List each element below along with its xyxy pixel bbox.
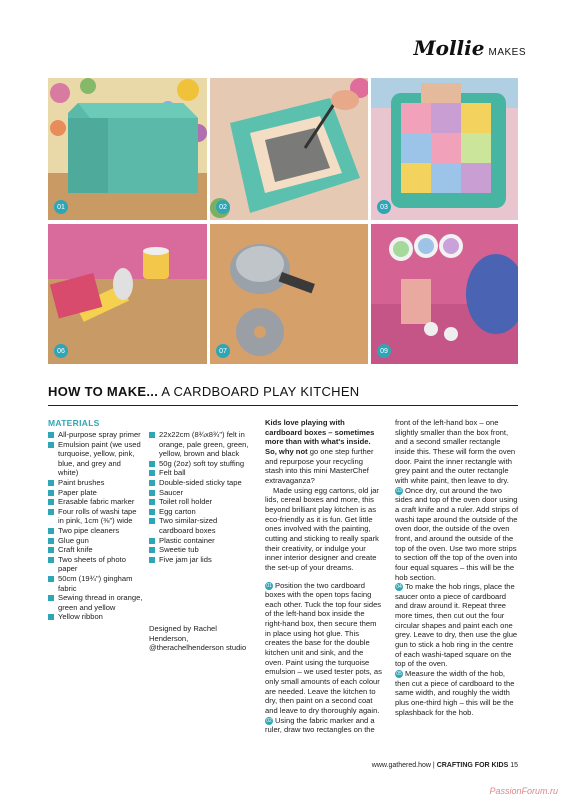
photo-01 <box>48 78 207 220</box>
step-number: 03 <box>396 487 402 494</box>
title-divider <box>48 405 518 406</box>
brand-caps: MAKES <box>488 47 526 58</box>
photo-07 <box>210 224 368 364</box>
material-item: Four rolls of washi tape in pink, 1cm (⅜") wide <box>48 507 143 526</box>
material-item: Felt ball <box>149 468 249 478</box>
page-title <box>48 384 359 399</box>
step-number: 05 <box>396 671 402 678</box>
material-item: Erasable fabric marker <box>48 497 143 507</box>
material-item: Craft knife <box>48 545 143 555</box>
photo-number: 07 <box>216 344 230 358</box>
designer-credit: Designed by Rachel Henderson, @therachelhenderson studio <box>149 624 247 653</box>
material-item: Paper plate <box>48 488 143 498</box>
materials-heading: MATERIALS <box>48 418 100 428</box>
photo-number: 09 <box>377 344 391 358</box>
watermark: PassionForum.ru <box>489 786 558 796</box>
material-item: Two sheets of photo paper <box>48 555 143 574</box>
material-item: Sewing thread in orange, green and yellow <box>48 593 143 612</box>
materials-list-2 <box>149 430 249 564</box>
photo-number: 03 <box>377 200 391 214</box>
material-item: Saucer <box>149 488 249 498</box>
material-item: All-purpose spray primer <box>48 430 143 440</box>
photo-02 <box>210 78 368 220</box>
material-item: Plastic container <box>149 536 249 546</box>
footer-site: www.gathered.how <box>371 762 431 769</box>
footer-section: CRAFTING FOR KIDS <box>436 762 509 769</box>
step-05-text: Measure the width of the hob, then cut a piece of cardboard to the same width, and roughly the width plus one-third high – this will be the splashback for the hob. <box>395 669 515 717</box>
material-item: Sweetie tub <box>149 545 249 555</box>
material-item: Two pipe cleaners <box>48 526 143 536</box>
instructions-column-1 <box>265 418 383 735</box>
material-item: Two similar-sized cardboard boxes <box>149 516 249 535</box>
photo-03 <box>371 78 518 220</box>
step-03-text: Once dry, cut around the two sides and top of the oven door using a craft knife and a ruler. Add strips of washi tape around the outside of the oven door, the outside of the oven front, and around the outside of the top of the oven. Use two more strips to section off the top of the oven into four equal squares – this will be the hob section. <box>395 485 519 582</box>
material-item: Paint brushes <box>48 478 143 488</box>
photo-number: 06 <box>54 344 68 358</box>
page-number: 15 <box>510 762 518 769</box>
material-item: Five jam jar lids <box>149 555 249 565</box>
photo-06 <box>48 224 207 364</box>
step-01-text: Position the two cardboard boxes with the open tops facing each other. Tuck the top four sides of the left-hand box inside the right-hand box, then secure them in place using hot glue. This creates the base for the double kitchen unit and sink, and the oven. Paint using the turquoise emulsion – we used tester pots, as only small amounts of each colour are needed. Leave the kitchen to dry, then paint on a second coat and leave to dry thoroughly again. <box>265 580 382 716</box>
material-item: 50g (2oz) soft toy stuffing <box>149 459 249 469</box>
brand-logo <box>413 36 526 60</box>
material-item: Toilet roll holder <box>149 497 249 507</box>
step-04-text: To make the hob rings, place the saucer onto a piece of cardboard and draw around it. Repeat three more times, then cut out the four circular shapes and paint each one grey. Leave to dry, then use the glue gun to stick a hob ring in the centre of each washi-taped square on the top of the oven. <box>395 582 518 669</box>
step-02-text: Using the fabric marker and a ruler, draw two rectangles on the <box>265 715 375 735</box>
step-number: 02 <box>266 717 272 724</box>
photo-number: 01 <box>54 200 68 214</box>
page-footer <box>372 762 518 769</box>
footer-separator: | <box>432 762 435 769</box>
material-item: Yellow ribbon <box>48 612 143 622</box>
material-item: 50cm (19¾") gingham fabric <box>48 574 143 593</box>
step-number: 04 <box>396 584 402 591</box>
step-02-continued: front of the left-hand box – one slightly smaller than the box front, and a second smaller rectangle inside this. These will form the oven door. Paint the inner rectangle with grey paint and the outer rectangle with white paint, then leave to dry. <box>395 418 516 485</box>
intro-body: go one step further and repurpose your recycling stash into this mini MasterChef extravaganza? <box>265 446 374 485</box>
intro-lead: Kids love playing with cardboard boxes – sometimes more than with what's inside. So, why not <box>265 418 375 456</box>
material-item: Double-sided sticky tape <box>149 478 249 488</box>
material-item: Egg carton <box>149 507 249 517</box>
brand-script: Mollie <box>413 36 485 60</box>
instructions-column-2 <box>395 418 519 717</box>
material-item: Glue gun <box>48 536 143 546</box>
title-bold: HOW TO MAKE... <box>48 384 159 399</box>
step-number: 01 <box>266 582 272 589</box>
material-item: Emulsion paint (we used turquoise, yellow, pink, blue, and grey and white) <box>48 440 143 478</box>
materials-list-1 <box>48 430 143 622</box>
photo-09 <box>371 224 518 364</box>
material-item: 22x22cm (8¾x8¾") felt in orange, pale green, green, yellow, brown and black <box>149 430 249 459</box>
title-rest: A CARDBOARD PLAY KITCHEN <box>158 384 360 399</box>
photo-number: 02 <box>216 200 230 214</box>
intro-paragraph: Made using egg cartons, old jar lids, cereal boxes and more, this beyond brilliant play kitchen is as eco-friendly as it is fun. Get little ones involved with the painting, cutting and sticking to really spark their creativity, or indulge your inner interior designer and create the set-up of your dreams. <box>265 485 379 572</box>
